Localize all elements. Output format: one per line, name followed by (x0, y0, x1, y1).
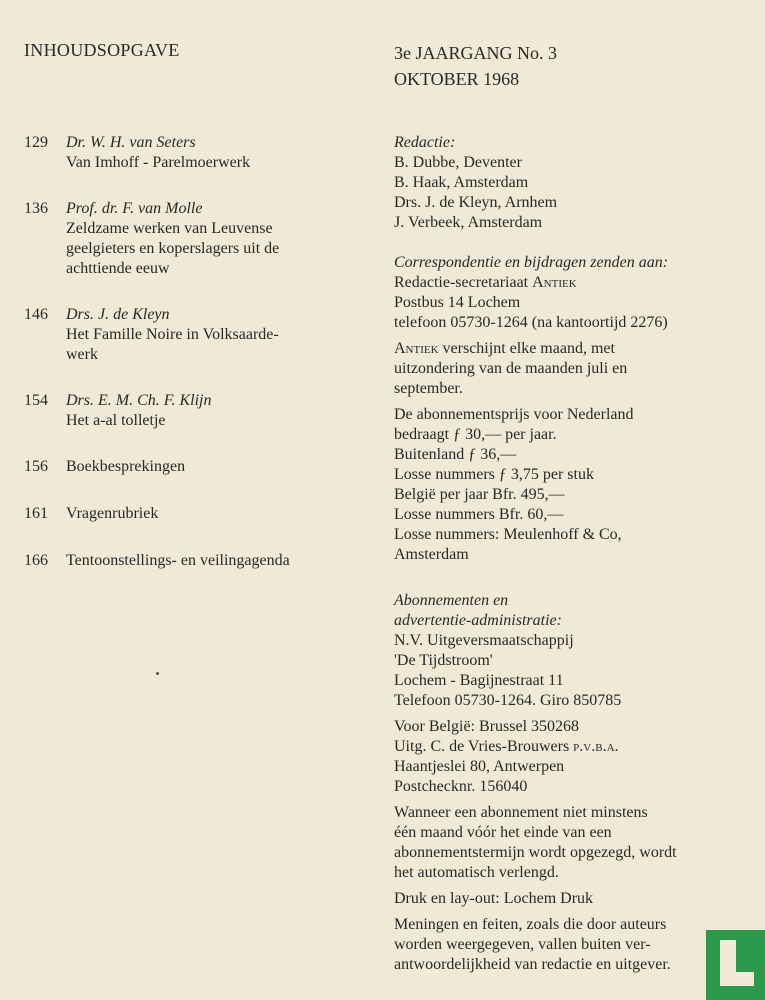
toc-entry (24, 551, 364, 571)
toc-title-line: geelgieters en koperslagers uit de (66, 240, 280, 257)
prijs-line: Losse nummers: Meulenhoff & Co, (394, 526, 622, 543)
abonnementen-label: advertentie-administratie: (394, 612, 562, 629)
prijs-line: Losse nummers Bfr. 60,— (394, 506, 564, 523)
issue-header (394, 40, 557, 92)
meningen-section (394, 915, 734, 975)
redactie-member: J. Verbeek, Amsterdam (394, 214, 543, 231)
secretariaat-prefix: Redactie-secretariaat (394, 274, 533, 291)
toc-author: Dr. W. H. van Seters (66, 134, 196, 151)
prijs-section (394, 405, 734, 565)
toc-page-number: 161 (24, 505, 48, 522)
redactie-label: Redactie: (394, 134, 456, 151)
toc-entry (24, 391, 364, 431)
uitgever-line: N.V. Uitgeversmaatschappij (394, 632, 574, 649)
opzeg-line: Wanneer een abonnement niet minstens (394, 804, 648, 821)
uitgever-line: Lochem - Bagijnestraat 11 (394, 672, 564, 689)
toc-title-line: Van Imhoff - Parelmoerwerk (66, 154, 251, 171)
toc-page-number: 136 (24, 200, 48, 217)
toc-title-line: Het Famille Noire in Volksaarde- (66, 326, 279, 343)
issue-date: OKTOBER 1968 (394, 69, 520, 89)
magazine-name: Antiek (394, 340, 439, 357)
uitgever-line: Telefoon 05730-1264. Giro 850785 (394, 692, 622, 709)
verschijnt-section (394, 339, 734, 399)
toc-title-line: werk (66, 346, 98, 363)
meningen-line: worden weergegeven, vallen buiten ver- (394, 936, 651, 953)
toc-entry (24, 133, 364, 173)
toc-page-number: 156 (24, 458, 48, 475)
opzeg-line: één maand vóór het einde van een (394, 824, 612, 841)
prijs-line: Buitenland ƒ 36,— (394, 446, 517, 463)
watermark-logo-icon (706, 930, 765, 1000)
redactie-member: Drs. J. de Kleyn, Arnhem (394, 194, 558, 211)
opzeg-line: abonnementstermijn wordt opgezegd, wordt (394, 844, 677, 861)
magazine-name: Antiek (532, 274, 577, 291)
toc-author: Drs. E. M. Ch. F. Klijn (66, 392, 212, 409)
toc-title-line: Tentoonstellings- en veilingagenda (66, 552, 290, 569)
prijs-line: België per jaar Bfr. 495,— (394, 486, 565, 503)
belgie-uitgever-prefix: Uitg. C. de Vries-Brouwers (394, 738, 574, 755)
toc-entry (24, 305, 364, 365)
issue-number: 3e JAARGANG No. 3 (394, 43, 557, 63)
table-of-contents (24, 133, 364, 571)
prijs-line: Losse nummers ƒ 3,75 per stuk (394, 466, 594, 483)
redactie-member: B. Dubbe, Deventer (394, 154, 522, 171)
colophon (394, 133, 734, 975)
toc-title-line: achttiende eeuw (66, 260, 170, 277)
opzeg-line: het automatisch verlengd. (394, 864, 559, 881)
meningen-line: antwoordelijkheid van redactie en uitgever. (394, 956, 671, 973)
toc-title-line: Het a-al tolletje (66, 412, 166, 429)
toc-title-line: Boekbesprekingen (66, 458, 186, 475)
toc-entry (24, 457, 364, 477)
redactie-section (394, 133, 734, 233)
toc-author: Prof. dr. F. van Molle (66, 200, 203, 217)
opzeg-section (394, 803, 734, 883)
belgie-line: Postchecknr. 156040 (394, 778, 528, 795)
logo-shape (720, 972, 754, 986)
toc-page-number: 129 (24, 134, 48, 151)
redactie-member: B. Haak, Amsterdam (394, 174, 529, 191)
toc-author: Drs. J. de Kleyn (66, 306, 170, 323)
prijs-line: Amsterdam (394, 546, 469, 563)
prijs-line: bedraagt ƒ 30,— per jaar. (394, 426, 557, 443)
toc-entry (24, 199, 364, 279)
belgie-uitgever-line (394, 737, 734, 757)
speck-mark (156, 672, 159, 675)
toc-page-number: 146 (24, 306, 48, 323)
belgie-line: Voor België: Brussel 350268 (394, 718, 580, 735)
verschijnt-text-line: uitzondering van de maanden juli en (394, 360, 628, 377)
verschijnt-text-line: september. (394, 380, 463, 397)
abonnementen-section (394, 591, 734, 711)
meningen-line: Meningen en feiten, zoals die door auteurs (394, 916, 667, 933)
correspondentie-section (394, 253, 734, 333)
druk-line: Druk en lay-out: Lochem Druk (394, 890, 594, 907)
secretariaat-line (394, 273, 734, 293)
page-title: INHOUDSOPGAVE (24, 40, 180, 60)
toc-page-number: 166 (24, 552, 48, 569)
postbus-line: Postbus 14 Lochem (394, 294, 521, 311)
telefoon-line: telefoon 05730-1264 (na kantoortijd 2276) (394, 314, 668, 331)
belgie-section (394, 717, 734, 797)
toc-title-line: Vragenrubriek (66, 505, 159, 522)
belgie-line: Haantjeslei 80, Antwerpen (394, 758, 565, 775)
uitgever-line: 'De Tijdstroom' (394, 652, 493, 669)
verschijnt-line (394, 339, 734, 359)
toc-entry (24, 504, 364, 524)
correspondentie-label: Correspondentie en bijdragen zenden aan: (394, 254, 669, 271)
toc-page-number: 154 (24, 392, 48, 409)
prijs-line: De abonnementsprijs voor Nederland (394, 406, 634, 423)
abonnementen-label: Abonnementen en (394, 592, 509, 609)
belgie-company-type: p.v.b.a. (573, 738, 619, 755)
toc-title-line: Zeldzame werken van Leuvense (66, 220, 273, 237)
verschijnt-rest: verschijnt elke maand, met (438, 340, 615, 357)
